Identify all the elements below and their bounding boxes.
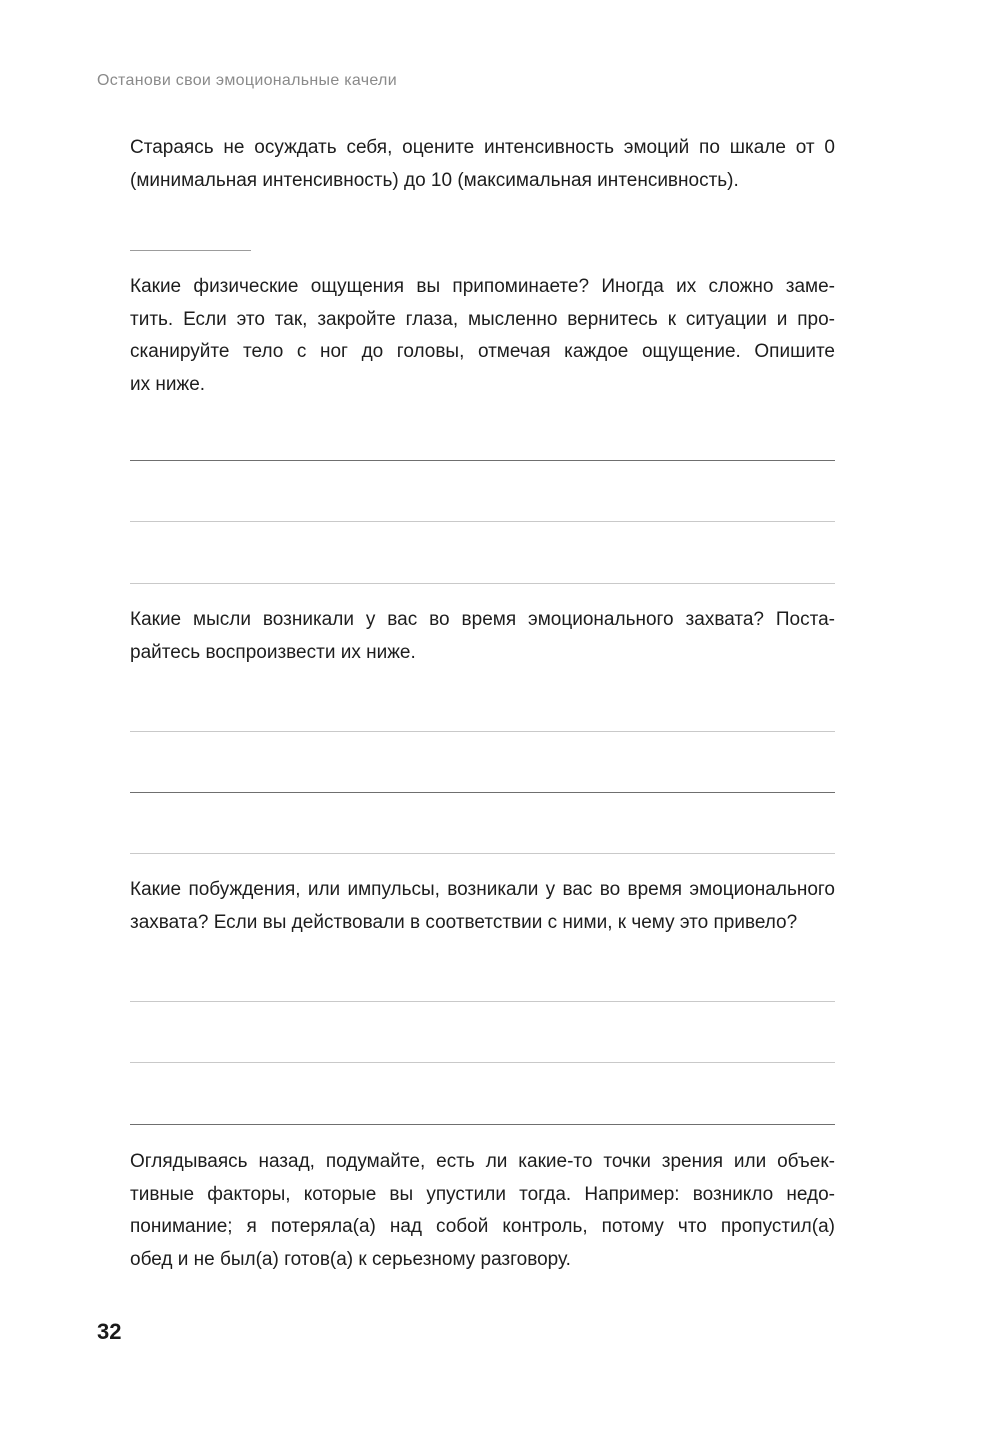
- thoughts-prompt-line: Какие мысли возникали у вас во время эмоционального захвата? Поста-: [130, 609, 835, 630]
- page-number: 32: [97, 1319, 122, 1344]
- thoughts-prompt: [130, 604, 835, 669]
- physical-sensations-prompt: [130, 271, 835, 401]
- physical-sensations-prompt-line: их ниже.: [130, 373, 206, 395]
- physical-answer-line[interactable]: [130, 583, 835, 584]
- intensity-answer-line[interactable]: [130, 250, 251, 251]
- physical-answer-line[interactable]: [130, 521, 835, 522]
- thoughts-prompt-line: райтесь воспроизвести их ниже.: [130, 641, 416, 663]
- physical-answer-line[interactable]: [130, 460, 835, 461]
- thoughts-answer-line[interactable]: [130, 792, 835, 793]
- urges-prompt: [130, 874, 835, 939]
- thoughts-answer-line[interactable]: [130, 731, 835, 732]
- lookback-prompt-line: тивные факторы, которые вы упустили тогда. Например: возникло недо-: [130, 1183, 835, 1205]
- intensity-prompt: [130, 132, 835, 197]
- thoughts-answer-line[interactable]: [130, 853, 835, 854]
- running-head: Останови свои эмоциональные качели: [97, 72, 397, 89]
- lookback-prompt-line: понимание; я потеряла(а) над собой контроль, потому что пропустил(а): [130, 1216, 835, 1237]
- physical-sensations-prompt-line: Какие физические ощущения вы припоминаете? Иногда их сложно заме-: [130, 276, 835, 297]
- urges-answer-line[interactable]: [130, 1062, 835, 1063]
- intensity-prompt-line: Стараясь не осуждать себя, оцените интенсивность эмоций по шкале от 0: [130, 137, 835, 158]
- intensity-prompt-line: (минимальная интенсивность) до 10 (максимальная интенсивность).: [130, 169, 739, 191]
- urges-prompt-line: Какие побуждения, или импульсы, возникали у вас во время эмоционального: [130, 879, 835, 900]
- urges-prompt-line: захвата? Если вы действовали в соответствии с ними, к чему это привело?: [130, 911, 798, 933]
- lookback-prompt-line: обед и не был(а) готов(а) к серьезному разговору.: [130, 1248, 571, 1270]
- urges-answer-line[interactable]: [130, 1124, 835, 1125]
- physical-sensations-prompt-line: сканируйте тело с ног до головы, отмечая каждое ощущение. Опишите: [130, 341, 835, 362]
- urges-answer-line[interactable]: [130, 1001, 835, 1002]
- lookback-prompt-line: Оглядываясь назад, подумайте, есть ли какие-то точки зрения или объек-: [130, 1151, 835, 1172]
- lookback-prompt: [130, 1146, 835, 1276]
- physical-sensations-prompt-line: тить. Если это так, закройте глаза, мысленно вернитесь к ситуации и про-: [130, 308, 835, 330]
